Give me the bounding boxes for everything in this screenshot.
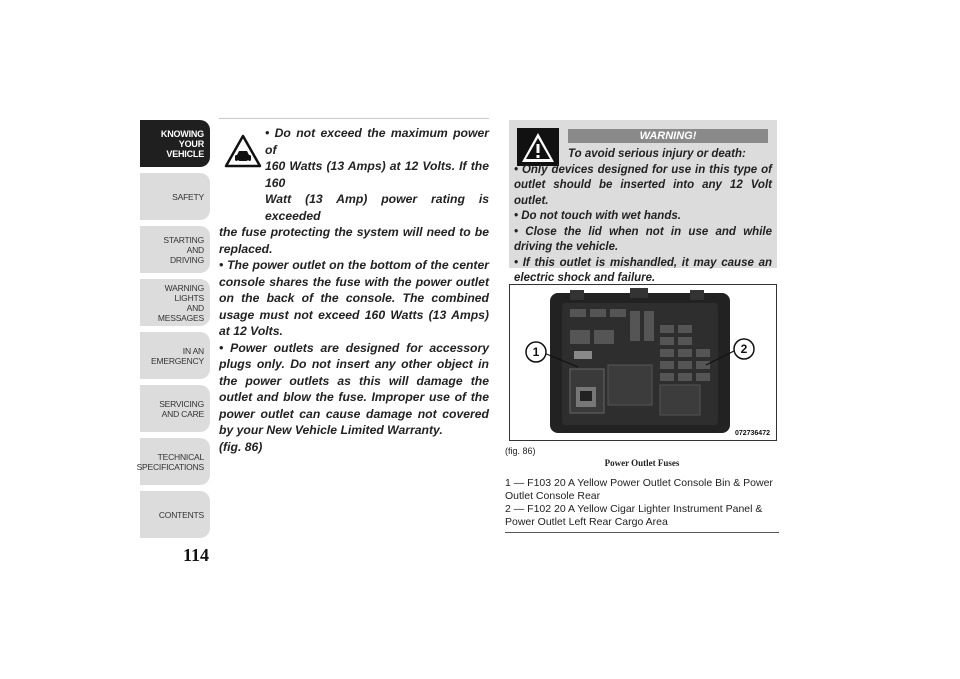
caution-rule (219, 118, 489, 119)
tab-servicing-and-care[interactable]: SERVICING AND CARE (140, 385, 210, 432)
legend-rule (505, 532, 779, 533)
legend-item-2: 2 — F102 20 A Yellow Cigar Lighter Instrument Panel & Power Outlet Left Rear Cargo Area (505, 503, 763, 528)
warning-header: WARNING! (568, 129, 768, 143)
warning-bullet-4: • If this outlet is mishandled, it may cause an electric shock and failure. (514, 256, 772, 284)
legend-item-1: 1 — F103 20 A Yellow Power Outlet Console Bin & Power Outlet Console Rear (505, 477, 773, 502)
tab-contents[interactable]: CONTENTS (140, 491, 210, 538)
caution-bullet-3: • Power outlets are designed for accessory plugs only. Do not insert any other object in the power outlets as this will damage the outlet and blow the fuse. Improper use of the power outlet can cause damage not covered by your New Vehicle Limited Warranty. (219, 340, 489, 437)
tab-starting-and-driving[interactable]: STARTING AND DRIVING (140, 226, 210, 273)
vehicle-caution-icon (224, 134, 262, 168)
caution-bullet-2: • The power outlet on the bottom of the center console shares the fuse with the power outlet on the back of the console. The combined usage must not exceed 160 Watts (13 Amps) at 12 Volts. (219, 258, 489, 338)
warning-intro: To avoid serious injury or death: (568, 148, 746, 160)
fuse-box-illustration (510, 285, 776, 440)
caution-block (219, 118, 489, 455)
tab-warning-lights[interactable]: WARNING LIGHTS AND MESSAGES (140, 279, 210, 326)
caution-figref: (fig. 86) (219, 439, 263, 454)
caution-rest: the fuse protecting the system will need to be replaced. (219, 225, 489, 256)
warning-bullet-2: • Do not touch with wet hands. (514, 210, 681, 222)
figure-code: 072736472 (734, 430, 770, 437)
figure-title: Power Outlet Fuses (604, 458, 680, 468)
tab-knowing-your-vehicle[interactable]: KNOWING YOUR VEHICLE (140, 120, 210, 167)
caution-line-3: Watt (13 Amp) power rating is exceeded (265, 192, 489, 223)
tab-in-an-emergency[interactable]: IN AN EMERGENCY (140, 332, 210, 379)
tab-safety[interactable]: SAFETY (140, 173, 210, 220)
callout-2: 2 (740, 342, 748, 356)
warning-box (509, 120, 777, 284)
callout-1: 1 (532, 345, 540, 359)
page-number: 114 (183, 545, 210, 565)
chapter-tabs (136, 120, 210, 544)
tab-technical-specifications[interactable]: TECHNICAL SPECIFICATIONS (140, 438, 210, 485)
warning-bullet-1: • Only devices designed for use in this type of outlet should be inserted into any 12 Volt outlet. (514, 163, 772, 207)
fuse-box-figure (509, 284, 777, 441)
figure-caption (505, 446, 779, 468)
figure-ref: (fig. 86) (505, 446, 536, 456)
warning-bullet-3: • Close the lid when not in use and while driving the vehicle. (514, 225, 772, 253)
caution-line-1: • Do not exceed the maximum power of (265, 126, 489, 157)
caution-line-2: 160 Watts (13 Amps) at 12 Volts. If the 160 (265, 159, 489, 190)
figure-legend (505, 477, 779, 533)
